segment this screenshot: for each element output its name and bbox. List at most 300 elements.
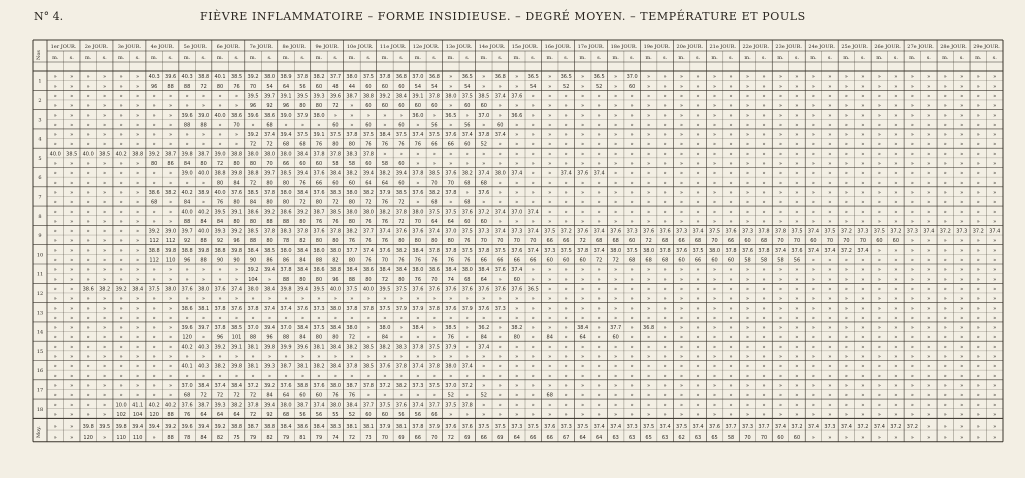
pulse-cell: »: [482, 199, 486, 206]
temperature-cell: 37.4: [461, 363, 473, 370]
pulse-cell: 80: [348, 218, 356, 225]
pulse-cell: »: [465, 296, 469, 303]
day-header: 9e JOUR.: [315, 44, 339, 50]
temperature-cell: »: [795, 363, 799, 370]
temperature-cell: »: [597, 132, 601, 139]
temperature-cell: 39.2: [115, 286, 127, 293]
temperature-cell: 37.4: [494, 93, 506, 100]
pulse-cell: »: [844, 354, 848, 360]
temperature-cell: 37.4: [379, 228, 391, 235]
temperature-cell: »: [811, 151, 815, 158]
pulse-cell: »: [70, 373, 74, 380]
pulse-cell: »: [70, 354, 74, 360]
pulse-cell: 80: [299, 276, 306, 283]
pulse-cell: »: [515, 315, 519, 322]
pulse-cell: »: [597, 103, 601, 110]
temperature-cell: 37.6: [741, 247, 754, 254]
pulse-cell: »: [564, 334, 568, 341]
pulse-cell: »: [498, 411, 502, 418]
temperature-cell: »: [943, 363, 947, 370]
temperature-cell: »: [861, 151, 865, 158]
pulse-cell: »: [877, 411, 881, 418]
pulse-cell: »: [943, 199, 947, 206]
pulse-cell: »: [828, 83, 832, 90]
pulse-cell: »: [762, 276, 766, 283]
pulse-cell: »: [844, 199, 848, 206]
pulse-cell: »: [432, 161, 436, 167]
temperature-cell: »: [169, 132, 173, 139]
temperature-cell: 37.5: [461, 228, 473, 235]
pulse-cell: »: [680, 296, 684, 303]
temperature-cell: »: [70, 344, 74, 351]
temperature-cell: »: [910, 344, 914, 351]
mean-pulse-cell: 72: [348, 435, 356, 442]
pulse-cell: 80: [233, 199, 240, 206]
pulse-cell: 80: [332, 238, 339, 245]
temperature-cell: »: [993, 247, 997, 254]
pulse-cell: »: [482, 83, 486, 90]
temperature-cell: »: [877, 74, 881, 81]
temperature-cell: »: [416, 151, 420, 158]
pulse-cell: »: [745, 296, 750, 303]
temperature-cell: »: [729, 305, 733, 312]
pulse-cell: 88: [282, 334, 290, 341]
pulse-cell: »: [86, 411, 90, 418]
temperature-cell: 39.5: [296, 93, 309, 100]
temperature-cell: 37.0: [445, 382, 457, 389]
pulse-cell: »: [976, 180, 980, 187]
temperature-cell: 39.2: [148, 151, 160, 158]
pulse-cell: »: [910, 218, 914, 225]
pulse-cell: »: [614, 141, 618, 148]
day-header: 22e JOUR.: [742, 44, 770, 50]
temperature-cell: »: [696, 325, 700, 332]
temperature-cell: »: [910, 151, 914, 158]
mean-pulse-cell: 69: [497, 435, 504, 442]
temperature-cell: 40.2: [198, 209, 210, 216]
temperature-cell: 38.0: [247, 151, 259, 158]
temperature-cell: »: [103, 402, 107, 409]
pulse-cell: »: [778, 392, 783, 399]
pulse-cell: 60: [513, 276, 520, 283]
temperature-cell: »: [976, 286, 980, 293]
mean-temperature-cell: 39.2: [214, 424, 226, 431]
pulse-cell: »: [663, 392, 667, 399]
temperature-cell: »: [927, 382, 931, 389]
pulse-cell: »: [548, 354, 552, 360]
mean-pulse-cell: »: [960, 435, 964, 442]
temperature-cell: 36.8: [428, 74, 440, 81]
pulse-cell: 70: [233, 122, 240, 129]
mean-temperature-cell: 39.8: [82, 424, 94, 431]
pulse-cell: 60: [398, 161, 405, 167]
temperature-cell: »: [762, 286, 766, 293]
pulse-cell: »: [515, 392, 519, 399]
pulse-cell: »: [910, 161, 914, 167]
temperature-cell: »: [449, 74, 453, 81]
pulse-cell: »: [103, 122, 107, 129]
temperature-cell: 37.4: [461, 132, 473, 139]
pulse-cell: »: [317, 354, 321, 360]
pulse-cell: 88: [282, 218, 290, 225]
pulse-cell: 76: [365, 257, 372, 264]
pulse-cell: »: [778, 122, 783, 129]
pulse-cell: »: [267, 315, 272, 322]
pulse-cell: »: [70, 315, 74, 322]
temperature-cell: 37.8: [329, 228, 342, 235]
temperature-cell: »: [778, 151, 783, 158]
pulse-cell: »: [169, 354, 173, 360]
temperature-cell: 38.5: [428, 170, 440, 177]
temperature-cell: 37.6: [511, 286, 523, 293]
pulse-cell: »: [861, 103, 865, 110]
pulse-cell: »: [647, 373, 651, 380]
pulse-cell: »: [745, 122, 750, 129]
temperature-cell: »: [894, 247, 898, 254]
pulse-cell: 80: [200, 161, 207, 167]
pulse-cell: »: [136, 180, 140, 187]
temperature-cell: 38.0: [198, 286, 210, 293]
temperature-cell: »: [795, 170, 799, 177]
pulse-cell: 52: [480, 392, 487, 399]
pulse-cell: 72: [579, 238, 586, 245]
pulse-cell: 80: [216, 83, 224, 90]
pulse-cell: 88: [200, 122, 207, 129]
pulse-cell: »: [778, 161, 783, 167]
pulse-cell: »: [976, 83, 980, 90]
pulse-cell: 80: [266, 238, 273, 245]
pulse-cell: »: [498, 315, 502, 322]
temperature-cell: 39.4: [280, 132, 292, 139]
sub-header-morning: m.: [579, 55, 586, 61]
temperature-cell: »: [647, 112, 651, 119]
pulse-cell: 64: [480, 276, 487, 283]
temperature-cell: 38.4: [230, 382, 243, 389]
pulse-cell: »: [976, 334, 980, 341]
pulse-cell: 88: [282, 276, 290, 283]
pulse-cell: »: [762, 180, 766, 187]
pulse-cell: »: [432, 373, 436, 380]
pulse-cell: »: [993, 122, 997, 129]
mean-temperature-cell: 38.8: [263, 424, 276, 431]
mean-temperature-cell: 37.4: [840, 424, 852, 431]
day-header: 11e JOUR.: [379, 44, 407, 50]
mean-temperature-cell: 38.3: [329, 424, 342, 431]
temperature-cell: »: [531, 344, 535, 351]
pulse-cell: »: [86, 354, 90, 360]
observation-number: 11: [36, 271, 44, 278]
pulse-cell: 72: [595, 257, 603, 264]
mean-pulse-cell: »: [993, 435, 997, 442]
temperature-cell: 40.0: [82, 151, 94, 158]
temperature-cell: »: [53, 74, 57, 81]
pulse-cell: »: [416, 334, 420, 341]
pulse-cell: »: [745, 315, 750, 322]
mean-temperature-cell: »: [993, 424, 997, 431]
pulse-cell: »: [680, 334, 684, 341]
pulse-cell: »: [729, 122, 733, 129]
pulse-cell: »: [696, 334, 700, 341]
temperature-cell: »: [202, 267, 206, 274]
temperature-cell: »: [778, 382, 783, 389]
temperature-cell: »: [136, 132, 140, 139]
temperature-cell: »: [548, 112, 552, 119]
temperature-cell: »: [597, 363, 601, 370]
pulse-cell: 68: [431, 199, 438, 206]
mean-temperature-cell: 37.5: [494, 424, 506, 431]
temperature-cell: 38.8: [214, 170, 226, 177]
pulse-cell: »: [86, 141, 90, 148]
pulse-cell: »: [663, 218, 667, 225]
temperature-cell: »: [828, 151, 832, 158]
temperature-cell: »: [976, 402, 980, 409]
temperature-cell: »: [696, 382, 700, 389]
pulse-cell: »: [383, 392, 387, 399]
temperature-cell: »: [927, 151, 931, 158]
temperature-cell: 38.8: [181, 247, 193, 254]
temperature-cell: »: [976, 305, 980, 312]
temperature-cell: »: [745, 286, 750, 293]
temperature-cell: 38.0: [461, 267, 473, 274]
pulse-cell: »: [993, 315, 997, 322]
pulse-cell: »: [861, 354, 865, 360]
pulse-cell: 52: [447, 392, 455, 399]
pulse-cell: 72: [249, 180, 257, 187]
pulse-cell: »: [910, 180, 914, 187]
temperature-cell: »: [136, 305, 140, 312]
temperature-cell: 37.8: [296, 228, 309, 235]
temperature-cell: »: [729, 382, 733, 389]
pulse-cell: »: [548, 161, 552, 167]
pulse-cell: »: [630, 199, 634, 206]
pulse-cell: »: [811, 276, 815, 283]
temperature-cell: 39.3: [214, 402, 226, 409]
pulse-cell: 88: [200, 238, 207, 245]
pulse-cell: »: [366, 334, 370, 341]
temperature-cell: »: [103, 189, 107, 196]
temperature-cell: 38.0: [346, 325, 358, 332]
temperature-cell: »: [861, 209, 865, 216]
pulse-cell: »: [597, 296, 601, 303]
pulse-cell: »: [482, 373, 486, 380]
temperature-cell: 37.8: [214, 305, 226, 312]
temperature-cell: »: [976, 363, 980, 370]
temperature-cell: 37.6: [791, 247, 803, 254]
pulse-cell: »: [531, 161, 535, 167]
pulse-cell: 76: [365, 238, 372, 245]
temperature-cell: »: [564, 305, 568, 312]
temperature-cell: 38.4: [263, 286, 276, 293]
temperature-cell: 39.2: [230, 228, 243, 235]
pulse-cell: »: [811, 199, 815, 206]
temperature-cell: »: [976, 170, 980, 177]
pulse-cell: »: [103, 180, 107, 187]
pulse-cell: »: [993, 411, 997, 418]
pulse-cell: 110: [165, 257, 176, 264]
temperature-cell: »: [960, 189, 964, 196]
pulse-cell: »: [235, 315, 239, 322]
temperature-cell: 38.2: [346, 344, 358, 351]
pulse-cell: 70: [711, 238, 718, 245]
pulse-cell: »: [597, 161, 601, 167]
temperature-cell: »: [713, 93, 717, 100]
temperature-cell: 37.6: [214, 286, 226, 293]
temperature-cell: 37.8: [428, 93, 440, 100]
pulse-cell: »: [70, 141, 74, 148]
observation-number: 8: [38, 213, 42, 220]
pulse-cell: »: [894, 141, 898, 148]
temperature-cell: »: [729, 267, 733, 274]
pulse-cell: »: [432, 315, 436, 322]
temperature-cell: »: [960, 267, 964, 274]
pulse-cell: »: [169, 334, 173, 341]
temperature-cell: »: [943, 305, 947, 312]
temperature-cell: »: [927, 170, 931, 177]
pulse-cell: »: [680, 141, 684, 148]
pulse-cell: »: [894, 199, 898, 206]
pulse-cell: »: [844, 180, 848, 187]
pulse-cell: »: [778, 83, 783, 90]
temperature-cell: »: [828, 382, 832, 389]
temperature-cell: »: [976, 267, 980, 274]
temperature-cell: 38.2: [461, 170, 473, 177]
temperature-cell: »: [53, 363, 57, 370]
temperature-cell: »: [713, 267, 717, 274]
pulse-cell: »: [614, 315, 618, 322]
pulse-cell: 112: [149, 257, 159, 264]
temperature-cell: »: [614, 382, 618, 389]
sub-header-morning: m.: [909, 55, 916, 61]
temperature-cell: »: [877, 325, 881, 332]
pulse-cell: »: [861, 122, 865, 129]
pulse-cell: 56: [299, 411, 306, 418]
temperature-cell: 39.5: [379, 286, 391, 293]
temperature-cell: 37.5: [379, 402, 391, 409]
temperature-cell: »: [235, 132, 239, 139]
pulse-cell: »: [861, 334, 865, 341]
temperature-cell: 39.6: [296, 344, 309, 351]
temperature-cell: »: [729, 363, 733, 370]
temperature-cell: »: [680, 305, 684, 312]
pulse-cell: 88: [183, 218, 191, 225]
temperature-cell: »: [86, 189, 90, 196]
pulse-cell: »: [795, 141, 799, 148]
pulse-cell: »: [70, 334, 74, 341]
pulse-cell: »: [976, 373, 980, 380]
pulse-cell: »: [449, 296, 453, 303]
temperature-cell: »: [70, 170, 74, 177]
temperature-cell: »: [515, 74, 519, 81]
pulse-cell: 88: [183, 122, 191, 129]
temperature-cell: »: [53, 305, 57, 312]
pulse-cell: »: [910, 411, 914, 418]
pulse-cell: 74: [447, 276, 455, 283]
pulse-cell: »: [235, 141, 239, 148]
sub-header-evening: s.: [102, 55, 107, 61]
pulse-cell: »: [976, 276, 980, 283]
pulse-cell: »: [910, 141, 914, 148]
pulse-cell: »: [960, 276, 964, 283]
temperature-cell: 37.6: [379, 247, 391, 254]
pulse-cell: »: [910, 373, 914, 380]
pulse-cell: 80: [414, 238, 422, 245]
temperature-cell: 37.6: [296, 305, 309, 312]
pulse-cell: 76: [431, 257, 438, 264]
temperature-cell: 40.2: [115, 151, 127, 158]
mean-temperature-cell: »: [960, 424, 964, 431]
pulse-cell: »: [185, 180, 189, 187]
pulse-cell: »: [762, 296, 766, 303]
pulse-cell: »: [647, 122, 651, 129]
pulse-cell: »: [877, 315, 881, 322]
temperature-cell: »: [630, 344, 634, 351]
pulse-cell: 68: [645, 257, 652, 264]
pulse-cell: »: [103, 199, 107, 206]
temperature-cell: 37.4: [824, 247, 836, 254]
pulse-cell: »: [630, 161, 634, 167]
temperature-cell: 37.4: [807, 228, 820, 235]
temperature-cell: »: [103, 344, 107, 351]
pulse-cell: »: [465, 334, 469, 341]
pulse-cell: »: [53, 218, 57, 225]
pulse-cell: »: [152, 315, 156, 322]
temperature-cell: 37.9: [445, 344, 457, 351]
pulse-cell: »: [597, 334, 601, 341]
pulse-cell: »: [745, 354, 750, 360]
pulse-cell: 60: [628, 83, 636, 90]
temperature-cell: 38.4: [395, 267, 407, 274]
pulse-cell: »: [762, 199, 766, 206]
sub-header-evening: s.: [597, 55, 602, 61]
temperature-cell: »: [630, 132, 634, 139]
temperature-cell: 37.6: [494, 286, 506, 293]
temperature-cell: »: [53, 112, 57, 119]
temperature-cell: 38.4: [395, 93, 407, 100]
pulse-cell: »: [663, 354, 667, 360]
pulse-cell: »: [482, 354, 486, 360]
pulse-cell: »: [119, 83, 123, 90]
pulse-cell: »: [647, 354, 651, 360]
pulse-cell: 84: [299, 257, 306, 264]
temperature-cell: 37.8: [362, 151, 374, 158]
pulse-cell: »: [53, 122, 57, 129]
pulse-cell: 72: [381, 276, 389, 283]
pulse-cell: »: [515, 296, 519, 303]
temperature-cell: 37.4: [313, 402, 325, 409]
temperature-cell: 37.5: [296, 132, 309, 139]
temperature-cell: 38.4: [247, 247, 259, 254]
pulse-cell: »: [910, 354, 914, 360]
mean-pulse-cell: 82: [266, 435, 273, 442]
temperature-cell: 38.0: [329, 247, 342, 254]
temperature-cell: »: [465, 325, 469, 332]
pulse-cell: »: [943, 276, 947, 283]
pulse-cell: »: [498, 199, 502, 206]
pulse-cell: »: [696, 218, 700, 225]
temperature-cell: »: [877, 189, 881, 196]
temperature-cell: »: [235, 93, 239, 100]
pulse-cell: »: [581, 122, 585, 129]
pulse-cell: »: [976, 354, 980, 360]
temperature-cell: 37.6: [725, 228, 737, 235]
temperature-cell: »: [581, 74, 585, 81]
pulse-cell: »: [119, 315, 123, 322]
pulse-cell: »: [910, 315, 914, 322]
sub-header-evening: s.: [333, 55, 338, 61]
pulse-cell: 68: [464, 180, 471, 187]
pulse-cell: »: [251, 122, 255, 129]
temperature-cell: »: [877, 170, 881, 177]
